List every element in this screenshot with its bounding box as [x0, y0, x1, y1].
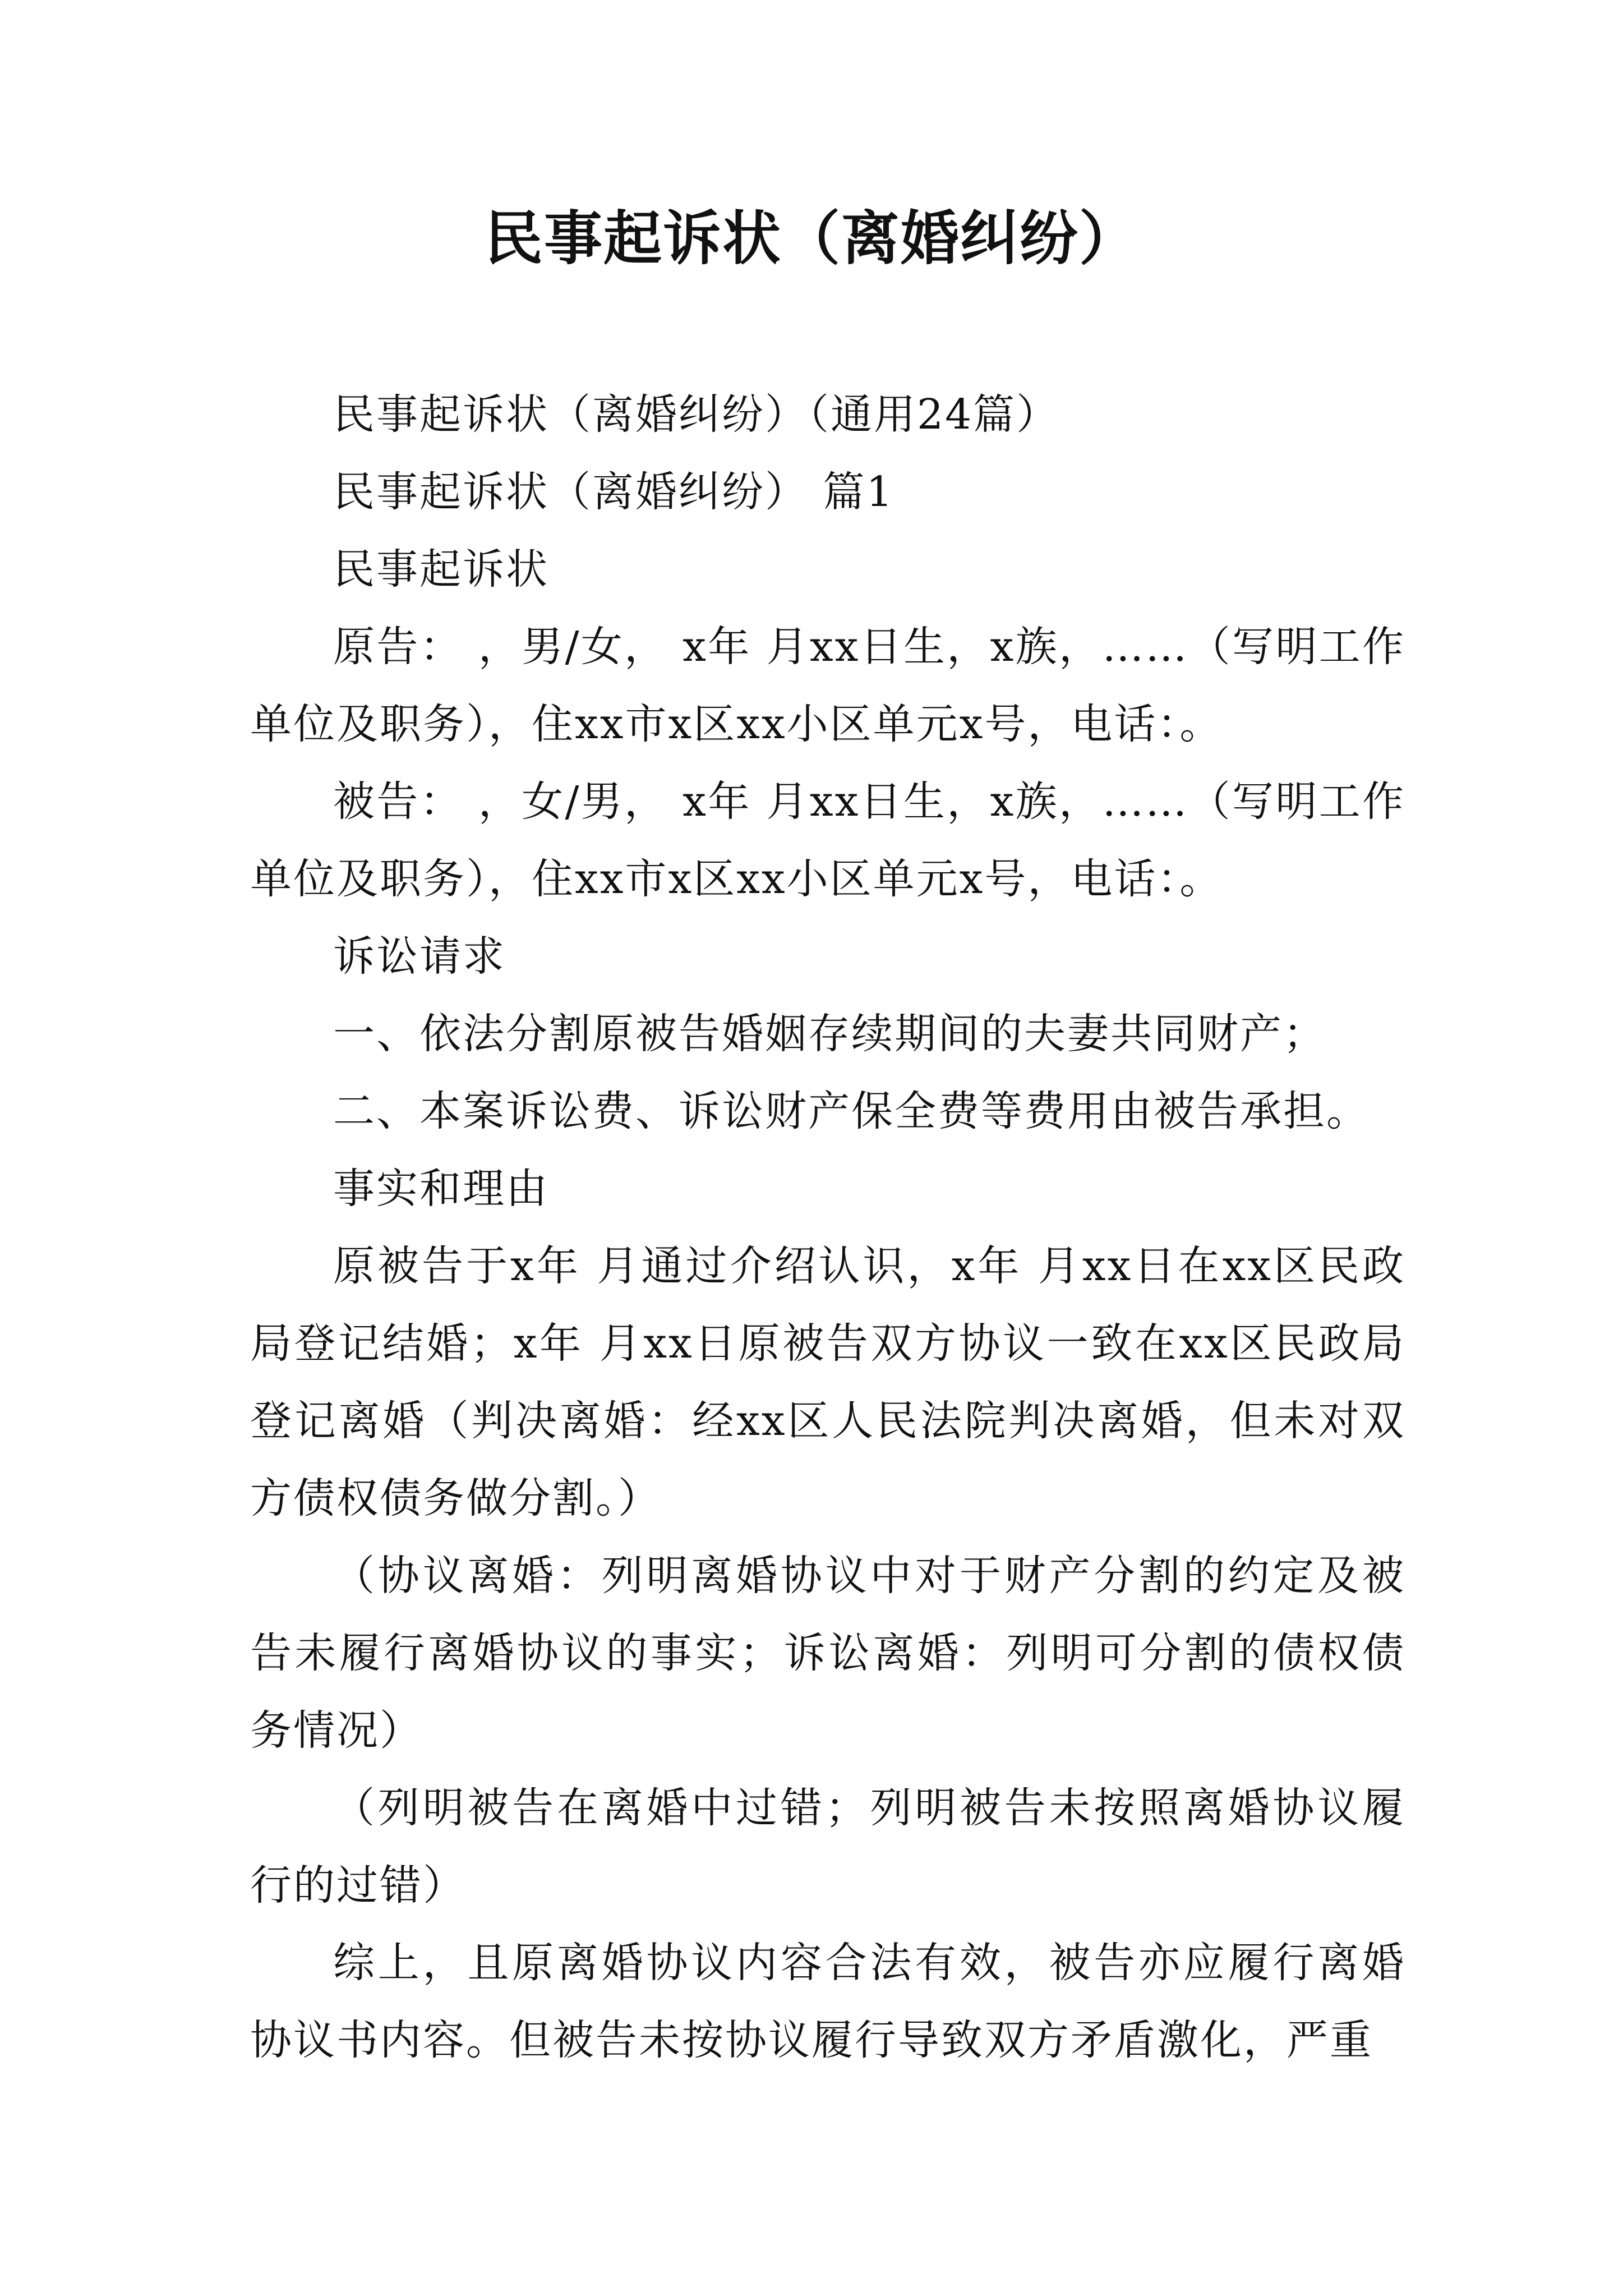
complaint-heading: 民事起诉状	[333, 545, 549, 593]
facts-heading: 事实和理由	[333, 1165, 549, 1213]
fault-note-paragraph: （列明被告在离婚中过错；列明被告未按照离婚协议履行的过错）	[250, 1784, 1405, 1910]
claim-item-2: 二、本案诉讼费、诉讼财产保全费等费用由被告承担。	[333, 1087, 1370, 1135]
document-title: 民事起诉状（离婚纠纷）	[484, 204, 1138, 273]
subtitle-paragraph: 民事起诉状（离婚纠纷）（通用24篇）	[333, 390, 1060, 439]
agreement-note-paragraph: （协议离婚：列明离婚协议中对于财产分割的约定及被告未履行离婚协议的事实；诉讼离婚：列明可分割的债权债务情况）	[250, 1552, 1405, 1755]
claim-item-1: 一、依法分割原被告婚姻存续期间的夫妻共同财产；	[333, 1010, 1326, 1058]
claims-heading: 诉讼请求	[333, 932, 506, 981]
summary-paragraph: 综上，且原离婚协议内容合法有效，被告亦应履行离婚协议书内容。但被告未按协议履行导致双方矛盾激化，严重	[250, 1939, 1405, 2064]
defendant-paragraph: 被告： ，女/男， x年 月xx日生，x族，……（写明工作单位及职务），住xx市x区xx小区单元x号，电话：。	[250, 777, 1405, 903]
facts-paragraph: 原被告于x年 月通过介绍认识，x年 月xx日在xx区民政局登记结婚；x年 月xx日原被告双方协议一致在xx区民政局登记离婚（判决离婚：经xx区人民法院判决离婚，但未对双方债权债务做分割。）	[250, 1242, 1405, 1522]
plaintiff-paragraph: 原告： ，男/女， x年 月xx日生，x族，……（写明工作单位及职务），住xx市x区xx小区单元x号，电话：。	[250, 623, 1405, 748]
document-body	[250, 376, 1405, 2079]
section-heading: 民事起诉状（离婚纠纷） 篇1	[333, 468, 895, 516]
